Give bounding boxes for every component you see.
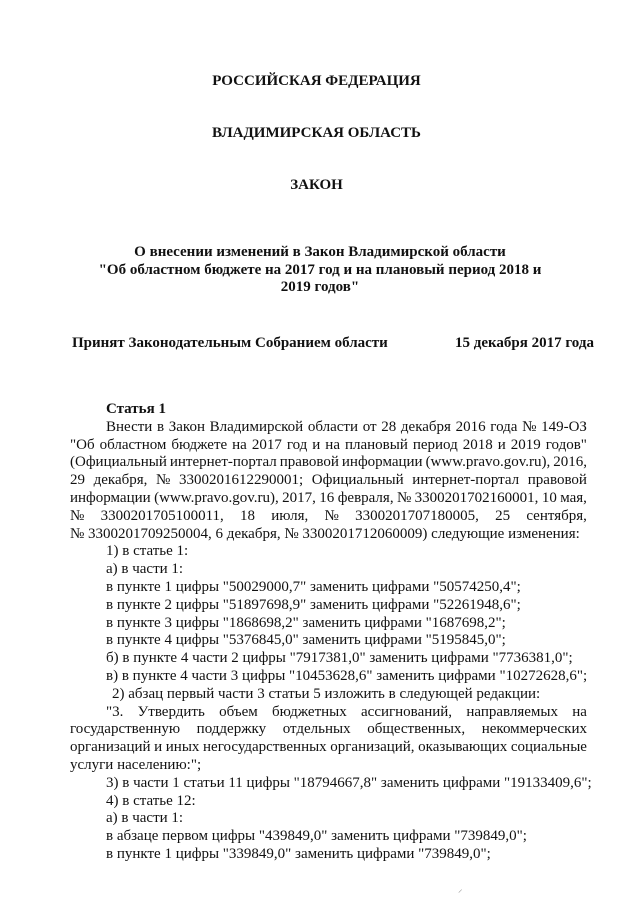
word: года: [490, 418, 518, 435]
word: 29: [70, 472, 85, 489]
word: 2018: [462, 436, 493, 453]
item-1-a-point-1: в пункте 1 цифры "50029000,7" заменить цифрами "50574250,4";: [106, 578, 521, 595]
law-title-line: "Об областном бюджете на 2017 год и на плановый период 2018 и: [98, 261, 542, 278]
word: 18: [240, 507, 256, 524]
word: "3.: [106, 703, 124, 720]
item-1-a-point-2: в пункте 2 цифры "51897698,9" заменить цифрами "52261948,6";: [106, 596, 521, 613]
word: 3300201702160001,: [414, 489, 539, 506]
law-title-line: О внесении изменений в Закон Владимирской области: [134, 244, 506, 260]
word: годов": [545, 436, 587, 453]
word: Утвердить: [137, 703, 205, 720]
word: плановый: [344, 436, 408, 453]
quote-line: [70, 721, 587, 739]
word: 2017,: [282, 489, 316, 506]
scan-mark: ⸝: [458, 884, 463, 894]
word: №: [156, 472, 171, 489]
word: 149-ОЗ: [541, 418, 587, 435]
item-1-c: в) в пункте 4 части 3 цифры "10453628,6" заменить цифрами "10272628,6";: [106, 667, 588, 684]
word: 2019: [510, 436, 541, 453]
item-1-a-point-4: в пункте 4 цифры "5376845,0" заменить цифрами "5195845,0";: [106, 632, 506, 649]
word: и: [154, 739, 163, 756]
word: организаций: [70, 739, 151, 756]
word: 2017: [251, 436, 282, 453]
word: бюджете: [171, 436, 228, 453]
word: бюджетных: [272, 703, 347, 720]
word: ассигнований,: [361, 703, 453, 720]
item-1-b: б) в пункте 4 части 2 цифры "7917381,0" заменить цифрами "7736381,0";: [106, 650, 573, 667]
word: области: [307, 418, 359, 435]
word: некоммерческих: [481, 721, 587, 738]
intro-line: [70, 472, 587, 490]
adopted-by-label: Принят Законодательным Собранием области: [72, 335, 388, 351]
word: правовой: [527, 472, 587, 489]
word: 3300201612290001;: [178, 472, 304, 489]
country-heading: РОССИЙСКАЯ ФЕДЕРАЦИЯ: [212, 73, 421, 89]
word: интернет-портал: [412, 472, 520, 489]
word: на: [572, 703, 587, 720]
word: общественных,: [367, 721, 466, 738]
word: и: [497, 436, 506, 453]
word: объем: [219, 703, 258, 720]
adoption-date: 15 декабря 2017 года: [455, 335, 594, 351]
law-title: [40, 244, 600, 297]
word: №: [70, 507, 85, 524]
word: (www.pravo.gov.ru),: [154, 489, 279, 506]
word: Владимирской: [209, 418, 304, 435]
item-4-a-paragraph-1: в абзаце первом цифры "439849,0" заменить цифрами "739849,0";: [106, 828, 527, 845]
item-2: 2) абзац первый части 3 статьи 5 изложить в следующей редакции:: [112, 685, 541, 702]
word: февраля,: [337, 489, 394, 506]
word: направляемых: [466, 703, 558, 720]
item-3: 3) в части 1 статьи 11 цифры "18794667,8" заменить цифрами "19133409,6";: [106, 774, 592, 791]
intro-line: [70, 490, 587, 508]
word: в: [156, 418, 165, 435]
intro-line: № 3300201709250004, 6 декабря, № 3300201712060009) следующие изменения:: [70, 525, 580, 542]
word: 16: [319, 489, 335, 506]
word: Официальный: [311, 472, 404, 489]
item-4: 4) в статье 12:: [106, 792, 196, 809]
word: №: [324, 507, 339, 524]
word: мая,: [560, 489, 587, 506]
word: поддержку: [196, 721, 267, 738]
word: информации: [70, 489, 151, 506]
intro-line: [70, 508, 587, 526]
word: 3300201705100011,: [100, 507, 224, 524]
word: областном: [99, 436, 167, 453]
word: на: [325, 436, 340, 453]
item-4-a: а) в части 1:: [106, 810, 184, 827]
word: период: [412, 436, 458, 453]
word: 25: [495, 507, 511, 524]
word: июля,: [271, 507, 309, 524]
item-4-a-point-1: в пункте 1 цифры "339849,0" заменить цифрами "739849,0";: [106, 845, 491, 862]
quote-line: услуги населению:";: [70, 756, 202, 773]
word: 3300201707180005,: [355, 507, 479, 524]
word: и: [312, 436, 321, 453]
word: иных: [165, 739, 200, 756]
word: 2016: [455, 418, 486, 435]
word: правовой: [279, 454, 339, 471]
quote-line: [70, 704, 587, 722]
word: социальные: [510, 739, 587, 756]
word: негосударственных: [203, 739, 327, 756]
word: 10: [541, 489, 557, 506]
word: №: [522, 418, 537, 435]
word: Закон: [168, 418, 205, 435]
item-1: 1) в статье 1:: [106, 543, 189, 560]
word: год: [286, 436, 308, 453]
word: отдельных: [282, 721, 351, 738]
intro-line: [70, 419, 587, 437]
word: сентября,: [526, 507, 587, 524]
word: интернет-портал: [169, 454, 277, 471]
word: 2016,: [553, 454, 587, 471]
law-title-line: 2019 годов": [280, 279, 360, 295]
word: организаций,: [330, 739, 415, 756]
word: декабря,: [93, 472, 148, 489]
document-type-heading: ЗАКОН: [290, 177, 343, 193]
word: декабря: [400, 418, 451, 435]
word: (Официальный: [70, 454, 167, 471]
word: информации: [341, 454, 423, 471]
word: 28: [381, 418, 397, 435]
article-heading: Статья 1: [106, 401, 166, 417]
word: на: [232, 436, 247, 453]
word: оказывающих: [418, 739, 508, 756]
word: (www.pravo.gov.ru),: [425, 454, 551, 471]
intro-line: [70, 454, 587, 472]
word: "Об: [70, 436, 95, 453]
word: государственную: [70, 721, 181, 738]
article-body: [70, 401, 592, 864]
word: Внести: [106, 418, 153, 435]
item-1-a-point-3: в пункте 3 цифры "1868698,2" заменить цифрами "1687698,2";: [106, 614, 506, 631]
region-heading: ВЛАДИМИРСКАЯ ОБЛАСТЬ: [212, 125, 421, 141]
item-1-a: а) в части 1:: [106, 561, 184, 578]
word: №: [396, 489, 412, 506]
intro-line: [70, 437, 587, 455]
quote-line: [70, 739, 587, 757]
word: от: [362, 418, 377, 435]
